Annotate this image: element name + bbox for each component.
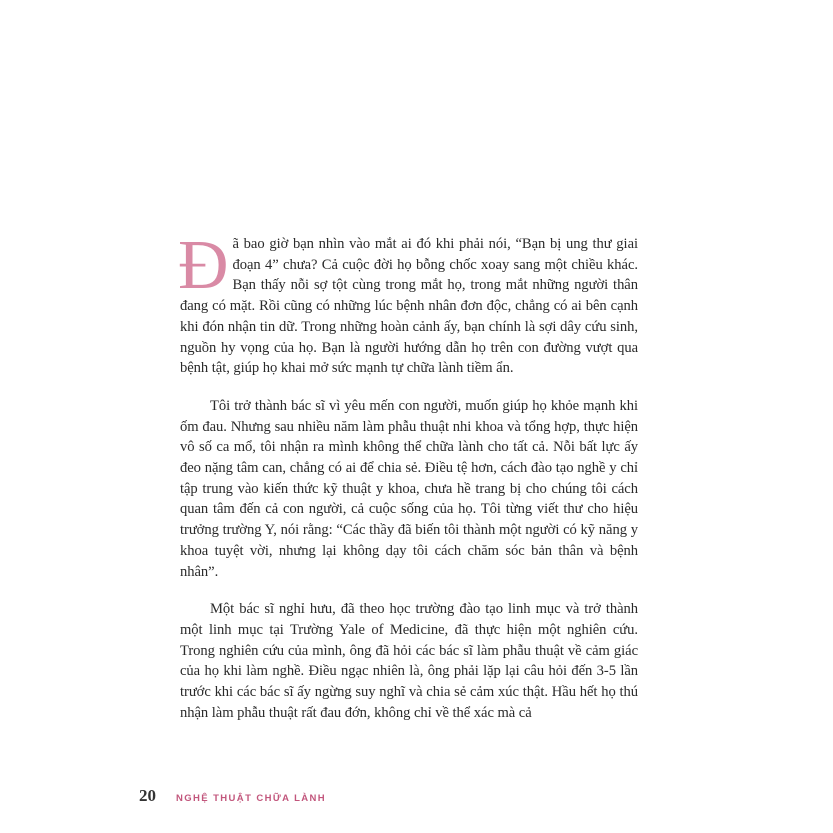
drop-cap: Đ: [178, 227, 229, 304]
paragraph-1-text: ã bao giờ bạn nhìn vào mắt ai đó khi phải nói, “Bạn bị ung thư giai đoạn 4” chưa? Cả cuộc đời họ bỗng chốc xoay sang một chiều khác. Bạn thấy nỗi sợ tột cùng trong mắt họ, trong mắt những người thân đang có mặt. Rồi cũng có những lúc bệnh nhân đơn độc, chẳng có ai bên cạnh khi đón nhận tin dữ. Trong những hoàn cảnh ấy, bạn chính là sợi dây cứu sinh, nguồn hy vọng của họ. Bạn là người hướng dẫn họ trên con đường vượt qua bệnh tật, giúp họ khai mở sức mạnh tự chữa lành tiềm ẩn.: [180, 236, 638, 377]
page-number: 20: [139, 786, 156, 805]
paragraph-2: Tôi trở thành bác sĩ vì yêu mến con người, muốn giúp họ khỏe mạnh khi ốm đau. Nhưng sau nhiều năm làm phẫu thuật nhi khoa và tổng hợp, thực hiện vô số ca mổ, tôi nhận ra mình không thể chữa lành cho tất cả. Nỗi bất lực ấy đeo nặng tâm can, chẳng có ai để chia sẻ. Điều tệ hơn, cách đào tạo nghề y chỉ tập trung vào kiến thức kỹ thuật y khoa, chưa hề trang bị cho chúng tôi cách quan tâm đến cả con người, cả cuộc sống của họ. Tôi từng viết thư cho hiệu trưởng trường Y, nói rằng: “Các thầy đã biến tôi thành một người có kỹ năng y khoa tuyệt vời, nhưng lại không dạy tôi cách chăm sóc bản thân và bệnh nhân”.: [180, 397, 638, 580]
body-text: [178, 227, 638, 740]
paragraph-1: [178, 227, 638, 379]
page-footer: [139, 786, 326, 806]
paragraph-3: Một bác sĩ nghỉ hưu, đã theo học trường đào tạo linh mục và trở thành một linh mục tại Trường Yale of Medicine, đã thực hiện một nghiên cứu. Trong nghiên cứu của mình, ông đã hỏi các bác sĩ làm phẫu thuật về cảm giác của họ khi làm nghề. Điều ngạc nhiên là, ông phải lặp lại câu hỏi đến 3-5 lần trước khi các bác sĩ ấy ngừng suy nghĩ và chia sẻ cảm xúc thật. Hầu hết họ thú nhận làm phẫu thuật rất đau đớn, không chỉ về thể xác mà cả: [180, 601, 638, 721]
running-title: NGHỆ THUẬT CHỮA LÀNH: [176, 793, 327, 804]
